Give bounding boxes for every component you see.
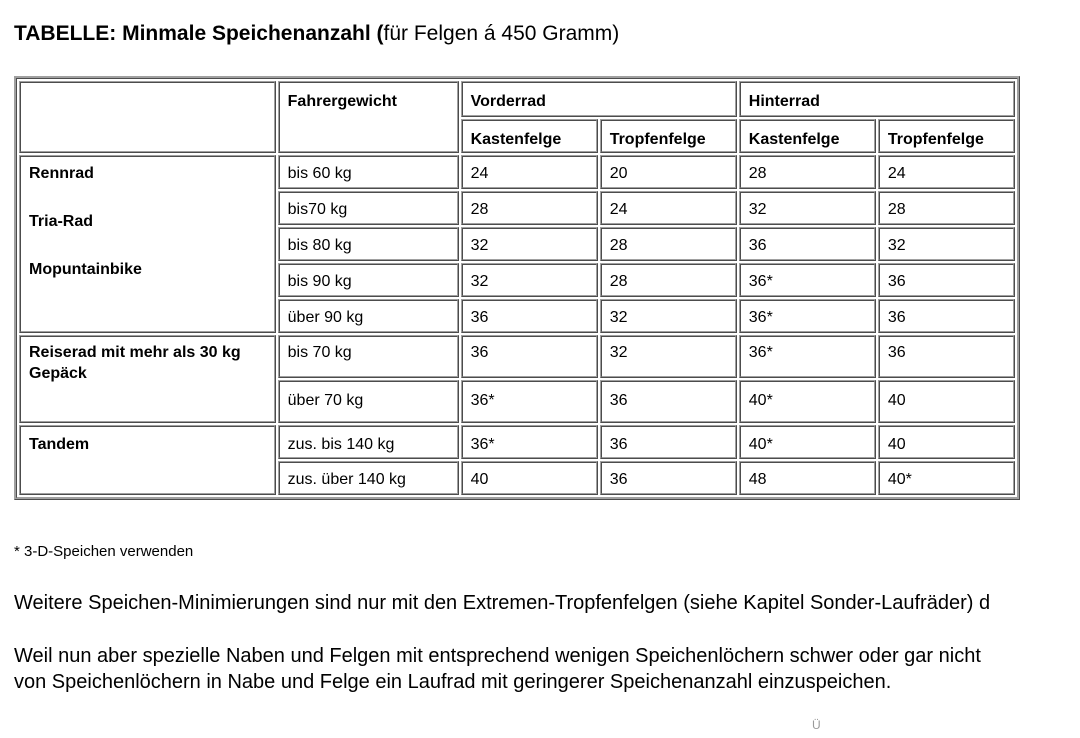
page-title bbox=[14, 22, 619, 46]
paragraph-2-line-1: Weil nun aber spezielle Naben und Felgen mit entsprechend wenigen Speichenlöchern schwer oder gar nicht bbox=[14, 645, 981, 667]
footnote: * 3-D-Speichen verwenden bbox=[14, 543, 194, 560]
paragraph-2-line-2: von Speichenlöchern in Nabe und Felge ein Laufrad mit geringerer Speichenanzahl einzuspeichen. bbox=[14, 671, 892, 693]
value-cell: 36 bbox=[600, 461, 737, 495]
value-cell: 36* bbox=[739, 299, 876, 333]
category-tandem: Tandem bbox=[29, 436, 90, 453]
value-cell: 20 bbox=[600, 155, 737, 189]
value-cell: 28 bbox=[600, 227, 737, 261]
value-cell: 24 bbox=[878, 155, 1015, 189]
value-cell: 36* bbox=[739, 263, 876, 297]
value-cell: 48 bbox=[739, 461, 876, 495]
value-cell: 36 bbox=[461, 335, 598, 378]
weight-cell: zus. bis 140 kg bbox=[278, 425, 459, 459]
value-cell: 36* bbox=[739, 335, 876, 378]
value-cell: 36 bbox=[600, 425, 737, 459]
weight-cell: bis 70 kg bbox=[278, 335, 459, 378]
value-cell: 32 bbox=[600, 335, 737, 378]
value-cell: 36 bbox=[878, 299, 1015, 333]
header-rear-box-rim: Kastenfelge bbox=[739, 119, 876, 153]
category-road-bike: Rennrad bbox=[29, 165, 94, 182]
value-cell: 36 bbox=[461, 299, 598, 333]
category-tria-bike: Tria-Rad bbox=[29, 213, 94, 230]
header-front-box-rim: Kastenfelge bbox=[461, 119, 598, 153]
title-normal: für Felgen á 450 Gramm) bbox=[383, 22, 620, 45]
weight-cell: bis 90 kg bbox=[278, 263, 459, 297]
header-rear-drop-rim: Tropfenfelge bbox=[878, 119, 1015, 153]
spoke-table bbox=[14, 76, 1020, 500]
value-cell: 32 bbox=[878, 227, 1015, 261]
category-cell-tandem bbox=[19, 425, 276, 495]
weight-cell: über 70 kg bbox=[278, 380, 459, 423]
value-cell: 32 bbox=[461, 227, 598, 261]
header-front-wheel: Vorderrad bbox=[461, 81, 737, 117]
value-cell: 36 bbox=[878, 335, 1015, 378]
header-weight: Fahrergewicht bbox=[278, 81, 459, 153]
value-cell: 32 bbox=[461, 263, 598, 297]
value-cell: 40 bbox=[878, 425, 1015, 459]
value-cell: 24 bbox=[600, 191, 737, 225]
weight-cell: bis 60 kg bbox=[278, 155, 459, 189]
value-cell: 32 bbox=[600, 299, 737, 333]
paragraph-1: Weitere Speichen-Minimierungen sind nur mit den Extremen-Tropfenfelgen (siehe Kapitel Sonder-Laufräder) d bbox=[14, 592, 991, 614]
paragraph-2 bbox=[14, 643, 981, 695]
value-cell: 28 bbox=[739, 155, 876, 189]
value-cell: 36* bbox=[461, 425, 598, 459]
value-cell: 36 bbox=[600, 380, 737, 423]
weight-cell: über 90 kg bbox=[278, 299, 459, 333]
header-rear-wheel: Hinterrad bbox=[739, 81, 1015, 117]
value-cell: 36 bbox=[739, 227, 876, 261]
category-cell-touring bbox=[19, 335, 276, 423]
header-front-drop-rim: Tropfenfelge bbox=[600, 119, 737, 153]
value-cell: 40 bbox=[461, 461, 598, 495]
value-cell: 24 bbox=[461, 155, 598, 189]
value-cell: 28 bbox=[600, 263, 737, 297]
category-cell-road bbox=[19, 155, 276, 333]
category-mountainbike: Mopuntainbike bbox=[29, 261, 142, 278]
header-empty-cell bbox=[19, 81, 276, 153]
value-cell: 32 bbox=[739, 191, 876, 225]
value-cell: 36 bbox=[878, 263, 1015, 297]
value-cell: 40 bbox=[878, 380, 1015, 423]
title-bold: TABELLE: Minmale Speichenanzahl ( bbox=[14, 22, 384, 45]
category-touring-bike: Reiserad mit mehr als 30 kg Gepäck bbox=[29, 344, 241, 382]
value-cell: 36* bbox=[461, 380, 598, 423]
value-cell: 28 bbox=[878, 191, 1015, 225]
value-cell: 40* bbox=[739, 425, 876, 459]
value-cell: 40* bbox=[739, 380, 876, 423]
cut-off-text: Ü bbox=[812, 718, 821, 732]
weight-cell: zus. über 140 kg bbox=[278, 461, 459, 495]
weight-cell: bis70 kg bbox=[278, 191, 459, 225]
value-cell: 40* bbox=[878, 461, 1015, 495]
weight-cell: bis 80 kg bbox=[278, 227, 459, 261]
value-cell: 28 bbox=[461, 191, 598, 225]
